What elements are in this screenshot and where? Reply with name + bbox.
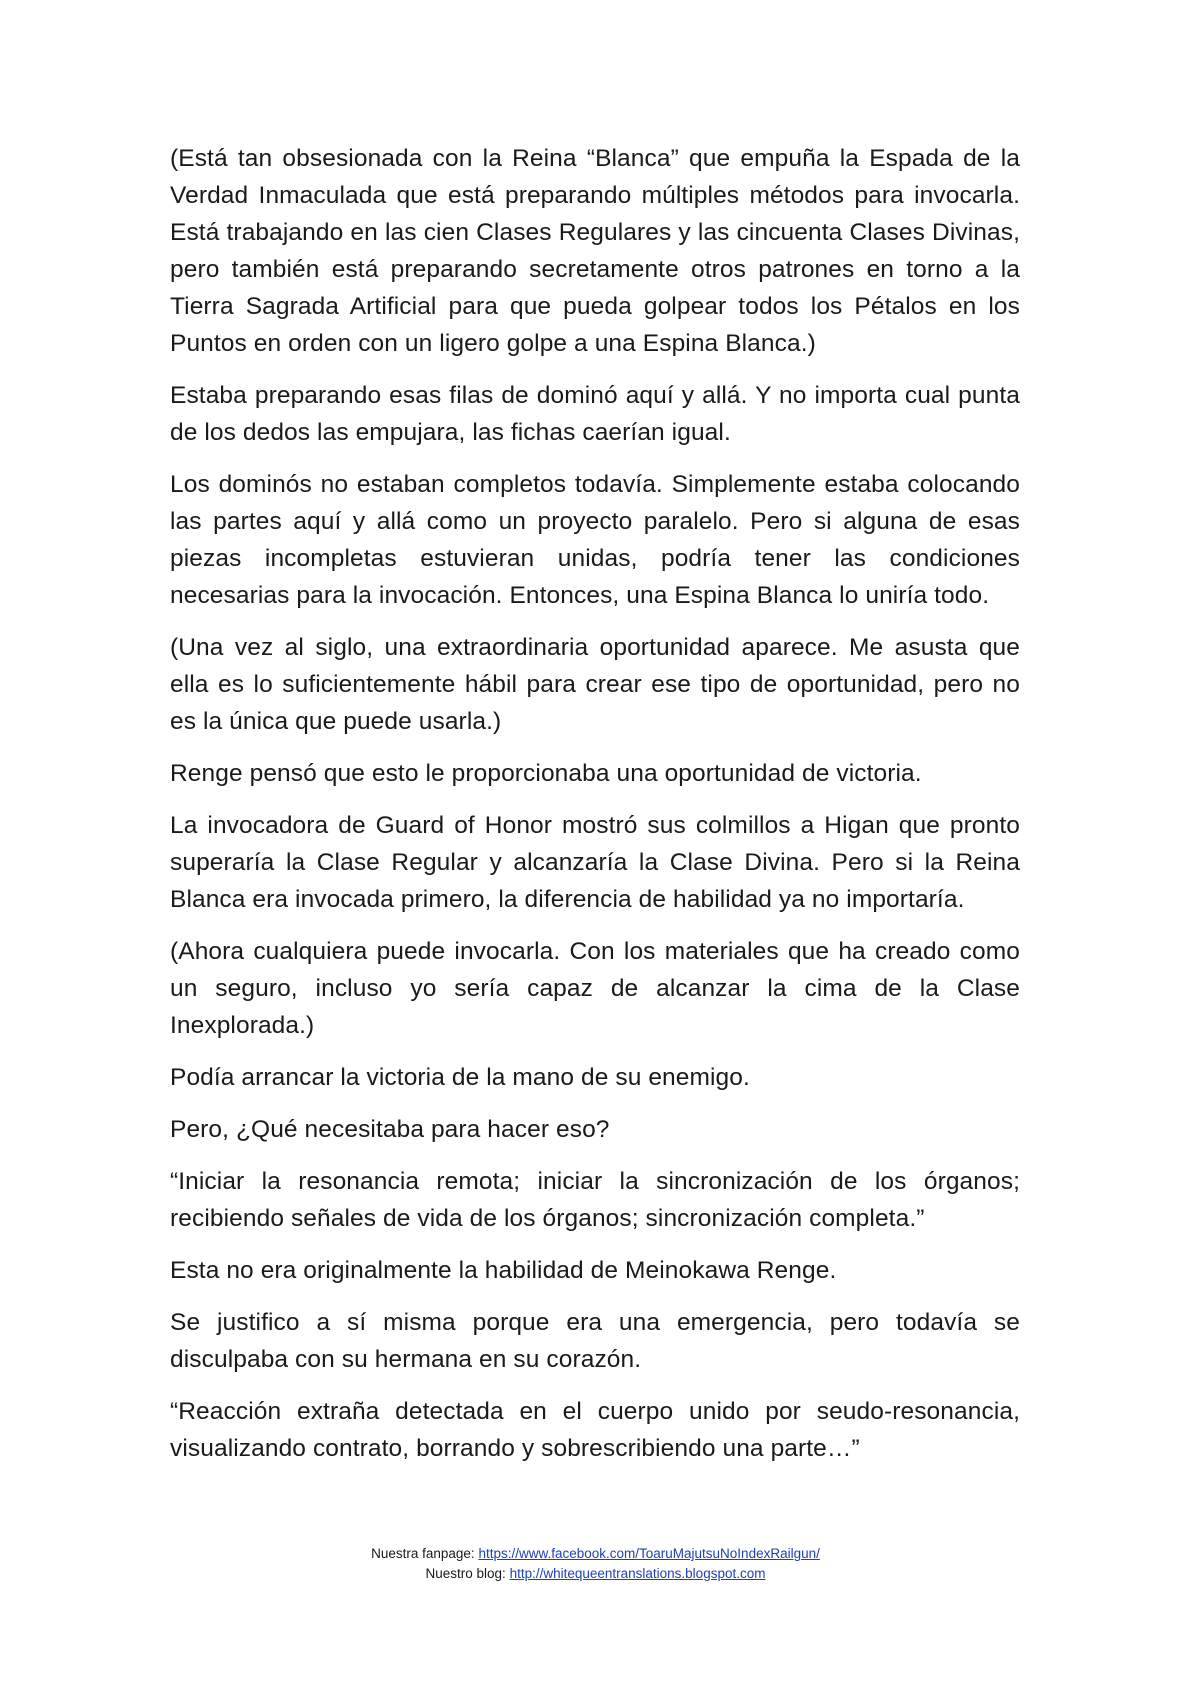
footer-blog-line — [0, 1564, 1191, 1584]
paragraph: (Ahora cualquiera puede invocarla. Con los materiales que ha creado como un seguro, incluso yo sería capaz de alcanzar la cima de la Clase Inexplorada.) — [170, 938, 1020, 1039]
paragraph: Se justifico a sí misma porque era una emergencia, pero todavía se disculpaba con su hermana en su corazón. — [170, 1309, 1020, 1373]
paragraph: Esta no era originalmente la habilidad de Meinokawa Renge. — [170, 1257, 837, 1284]
paragraph: Pero, ¿Qué necesitaba para hacer eso? — [170, 1116, 610, 1143]
paragraph: Renge pensó que esto le proporcionaba una oportunidad de victoria. — [170, 760, 922, 787]
blog-link[interactable]: http://whitequeentranslations.blogspot.com — [509, 1566, 766, 1581]
paragraph: Los dominós no estaban completos todavía. Simplemente estaba colocando las partes aquí y allá como un proyecto paralelo. Pero si alguna de esas piezas incompletas estuvieran unidas, podría tener las condiciones necesarias para la invocación. Entonces, una Espina Blanca lo uniría todo. — [170, 471, 1020, 609]
footer-fanpage-line — [0, 1544, 1191, 1564]
paragraph: (Está tan obsesionada con la Reina “Blanca” que empuña la Espada de la Verdad Inmaculada que está preparando múltiples métodos para invocarla. Está trabajando en las cien Clases Regulares y las cincuenta Clases Divinas, pero también está preparando secretamente otros patrones en torno a la Tierra Sagrada Artificial para que pueda golpear todos los Pétalos en los Puntos en orden con un ligero golpe a una Espina Blanca.) — [170, 145, 1020, 357]
paragraph: “Reacción extraña detectada en el cuerpo unido por seudo-resonancia, visualizando contrato, borrando y sobrescribiendo una parte…” — [170, 1398, 1020, 1462]
fanpage-link[interactable]: https://www.facebook.com/ToaruMajutsuNoIndexRailgun/ — [478, 1546, 820, 1561]
paragraph: “Iniciar la resonancia remota; iniciar la sincronización de los órganos; recibiendo señales de vida de los órganos; sincronización completa.” — [170, 1168, 1020, 1232]
paragraph: (Una vez al siglo, una extraordinaria oportunidad aparece. Me asusta que ella es lo suficientemente hábil para crear ese tipo de oportunidad, pero no es la única que puede usarla.) — [170, 634, 1020, 735]
page-footer — [0, 1544, 1191, 1584]
document-body — [170, 140, 1020, 1482]
footer-fanpage-label: Nuestra fanpage: — [371, 1546, 479, 1561]
paragraph: La invocadora de Guard of Honor mostró sus colmillos a Higan que pronto superaría la Clase Regular y alcanzaría la Clase Divina. Pero si la Reina Blanca era invocada primero, la diferencia de habilidad ya no importaría. — [170, 812, 1020, 913]
paragraph: Estaba preparando esas filas de dominó aquí y allá. Y no importa cual punta de los dedos las empujara, las fichas caerían igual. — [170, 382, 1020, 446]
footer-blog-label: Nuestro blog: — [425, 1566, 510, 1581]
paragraph: Podía arrancar la victoria de la mano de su enemigo. — [170, 1064, 750, 1091]
